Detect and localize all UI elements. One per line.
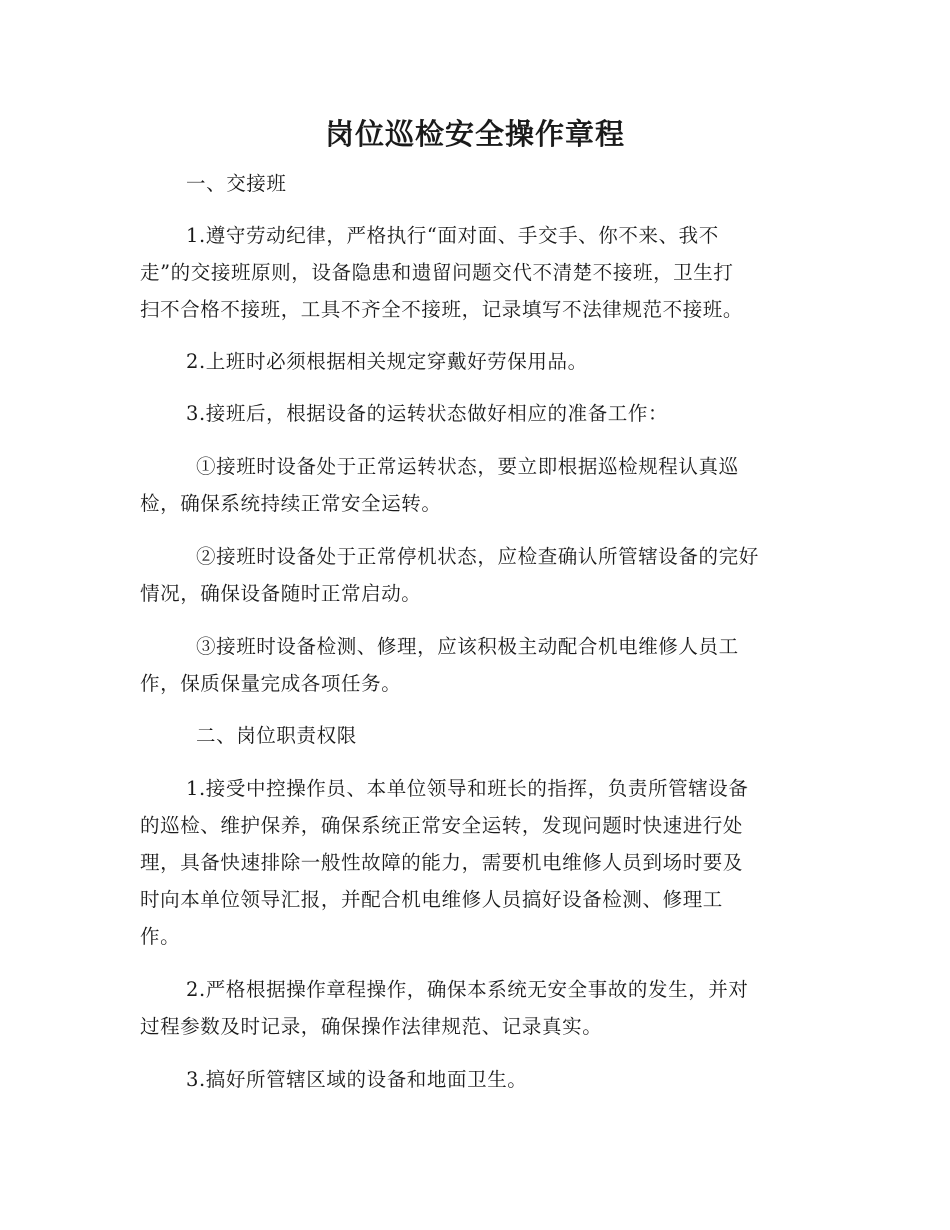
document-title: 岗位巡检安全操作章程: [324, 117, 625, 151]
paragraph-line: 3.接班后，根据设备的运转状态做好相应的准备工作：: [186, 402, 669, 425]
list-item-line: 检，确保系统持续正常安全运转。: [140, 492, 442, 515]
section-heading-handover: 一、交接班: [186, 172, 287, 195]
paragraph-line: 2.严格根据操作章程操作，确保本系统无安全事故的发生，并对: [186, 978, 749, 1001]
list-item-line: 情况，确保设备随时正常启动。: [140, 582, 422, 605]
paragraph-line: 时向本单位领导汇报，并配合机电维修人员搞好设备检测、修理工: [140, 888, 723, 911]
list-item-line: ③接班时设备检测、修理，应该积极主动配合机电维修人员工: [196, 635, 739, 658]
paragraph-line: 3.搞好所管辖区域的设备和地面卫生。: [186, 1068, 528, 1091]
list-item-line: ②接班时设备处于正常停机状态，应检查确认所管辖设备的完好: [196, 545, 759, 568]
paragraph-line: 1.接受中控操作员、本单位领导和班长的指挥，负责所管辖设备: [186, 777, 749, 800]
paragraph-line: 作。: [140, 925, 181, 948]
list-item-line: 作，保质保量完成各项任务。: [140, 672, 402, 695]
paragraph-line: 2.上班时必须根据相关规定穿戴好劳保用品。: [186, 350, 588, 373]
section-heading-duties: 二、岗位职责权限: [196, 724, 357, 747]
paragraph-line: 扫不合格不接班，工具不齐全不接班，记录填写不法律规范不接班。: [140, 298, 744, 321]
paragraph-line: 过程参数及时记录，确保操作法律规范、记录真实。: [140, 1015, 603, 1038]
list-item-line: ①接班时设备处于正常运转状态，要立即根据巡检规程认真巡: [196, 455, 739, 478]
paragraph-line: 走”的交接班原则，设备隐患和遗留问题交代不清楚不接班，卫生打: [140, 261, 734, 284]
paragraph-line: 的巡检、维护保养，确保系统正常安全运转，发现问题时快速进行处: [140, 814, 744, 837]
paragraph-line: 理，具备快速排除一般性故障的能力，需要机电维修人员到场时要及: [140, 851, 744, 874]
paragraph-line: 1.遵守劳动纪律，严格执行“面对面、手交手、你不来、我不: [186, 224, 719, 247]
